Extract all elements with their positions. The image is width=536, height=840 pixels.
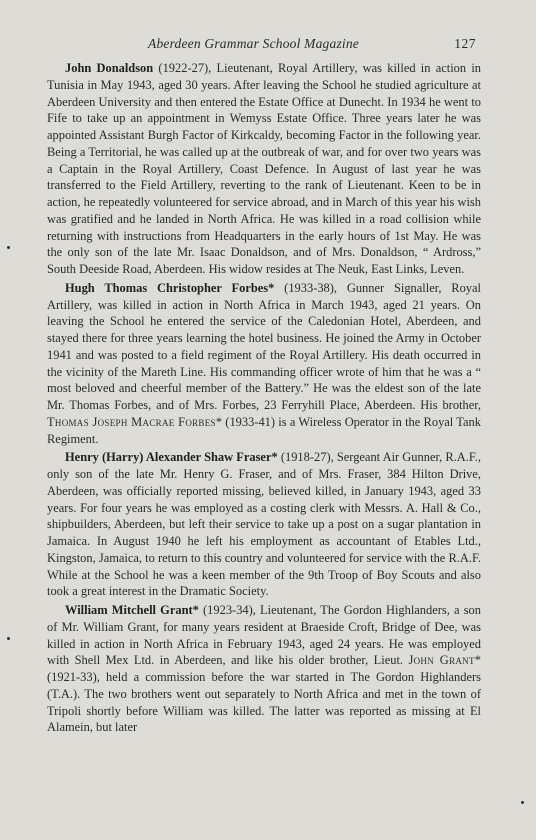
entry-text: * (1921-33), held a commission before the war started in The Gordon Highlanders (T.A.). The two brothers went out separately to North Africa and met in the town of Tripoli shortly before William was killed. The latter was reported as missing at El Alamein, but later <box>47 653 481 735</box>
obituary-entry <box>47 280 481 448</box>
margin-speck <box>7 246 10 249</box>
entry-text: (1918-27), Sergeant Air Gunner, R.A.F., only son of the late Mr. Henry G. Fraser, and of Mrs. Fraser, 384 Hilton Drive, Aberdeen, was officially reported missing, believed killed, in January 1943, aged 33 years. For four years he was employed as a costing clerk with Messrs. A. Hall & Co., shipbuilders, Aberdeen, but left their service to take up a post on a sugar plantation in Jamaica. In August 1940 he left his employment as accountant of Etables Ltd., Kingston, Jamaica, to return to this country and volunteered for service with the R.A.F. While at the School he was a keen member of the 9th Troop of Boy Scouts and also took a great interest in the Dramatic Society. <box>47 450 481 599</box>
entry-related-name: Thomas Joseph Macrae Forbes <box>47 414 216 429</box>
margin-speck <box>521 801 524 804</box>
obituary-column <box>47 60 481 738</box>
entry-related-name: John Grant <box>408 653 475 668</box>
page-header <box>58 36 476 56</box>
obituary-entry <box>47 60 481 278</box>
running-title: Aberdeen Grammar School Magazine <box>148 36 359 51</box>
obituary-entry <box>47 602 481 736</box>
entry-text: * (1933-41) is a Wireless Operator in the Royal Tank Regiment. <box>47 414 481 446</box>
margin-speck <box>7 637 10 640</box>
entry-name: Hugh Thomas Christopher Forbes* <box>65 280 275 295</box>
entry-text: (1922-27), Lieutenant, Royal Artillery, was killed in action in Tunisia in May 1943, aged 30 years. After leaving the School he studied agriculture at Aberdeen University and then entered the Estate Office at Dunecht. In 1934 he went to Fife to take up an appointment in Wemyss Estate Office. Three years later he was appointed Assistant Burgh Factor of Kirkcaldy, becoming Factor in the following year. Being a Territorial, he was called up at the outbreak of war, and for over two years was a Captain in the Royal Artillery, Coast Defence. In August of last year he was transferred to the Field Artillery, reverting to the rank of Lieutenant. Keen to be in action, he repeatedly volunteered for service abroad, and in March of this year his wish was gratified and he landed in North Africa. He was killed in a road collision while returning with instructions from Headquarters in the early hours of 1st May. He was the only son of the late Mr. Isaac Donaldson, and of Mrs. Donaldson, “ Ardross,” South Deeside Road, Aberdeen. His widow resides at The Neuk, East Links, Leven. <box>47 61 481 276</box>
entry-name: Henry (Harry) Alexander Shaw Fraser* <box>65 450 278 465</box>
entry-name: William Mitchell Grant* <box>65 603 199 617</box>
entry-text: (1933-38), Gunner Signaller, Royal Artillery, was killed in action in North Africa in March 1943, aged 21 years. On leaving the School he entered the service of the Caledonian Hotel, Aberdeen, and stayed there for three years learning the hotel business. He joined the Army in October 1941 and was posted to a field regiment of the Royal Artillery. His death occurred in the vicinity of the Mareth Line. His commanding officer wrote of him that he was a “ most beloved and cheerful member of the Battery.” He was the eldest son of the late Mr. Thomas Forbes, and of Mrs. Forbes, 23 Ferryhill Place, Aberdeen. His brother, <box>47 280 481 412</box>
entry-name: John Donaldson <box>65 61 154 75</box>
page-number: 127 <box>454 36 476 51</box>
entry-text: (1923-34), Lieutenant, The Gordon Highlanders, a son of Mr. William Grant, for many years resident at Braeside Croft, Bridge of Dee, was killed in action in North Africa in February 1943, aged 24 years. He was employed with Shell Mex Ltd. in Aberdeen, and like his older brother, Lieut. <box>47 603 481 668</box>
obituary-entry <box>47 449 481 600</box>
